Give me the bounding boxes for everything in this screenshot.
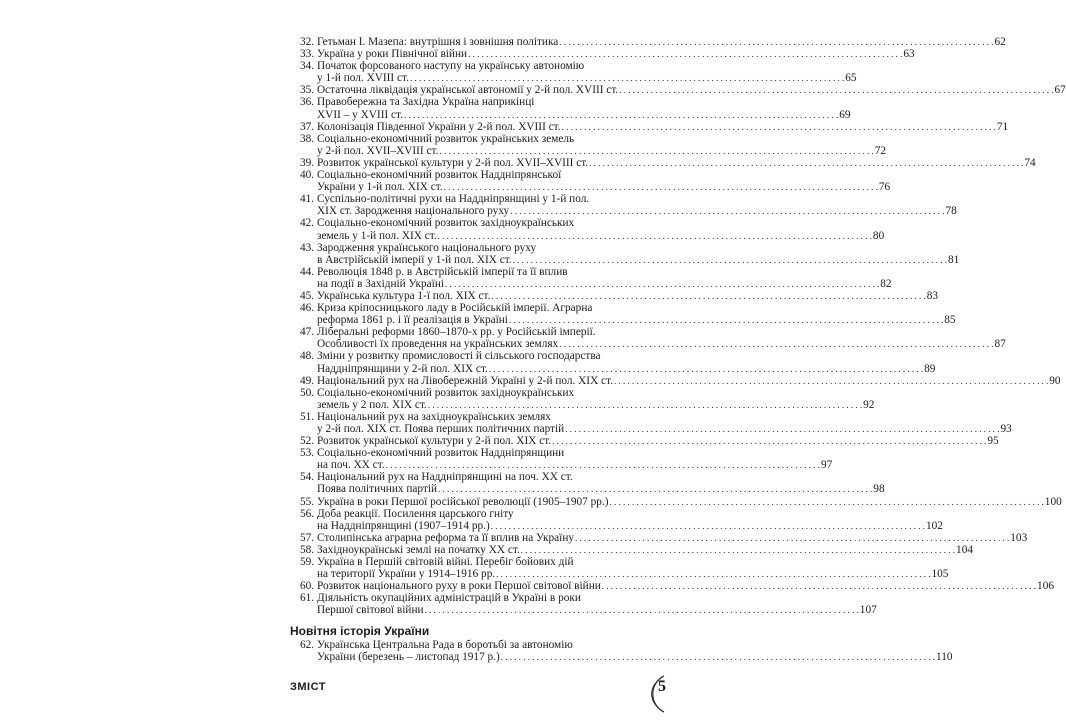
toc-entry-page: 85: [944, 314, 956, 327]
toc-entry-line: [300, 508, 670, 520]
toc-entry-number: 58.: [300, 543, 315, 556]
toc-entry-line: [300, 181, 891, 194]
toc-entry-title: Західноукраїнські землі на початку XX ст.: [317, 543, 520, 556]
toc-entry: [300, 156, 1036, 169]
toc-entry-title: Українська культура 1-ї пол. XIX ст.: [317, 289, 491, 302]
toc-entry-page: 89: [924, 362, 936, 375]
toc-entry-page: 107: [859, 604, 877, 617]
toc-entry: [300, 193, 957, 218]
toc-entry-line: [300, 120, 1009, 133]
toc-entry-title: XVII – у XVIII ст.: [317, 108, 403, 121]
toc-entry-line: [300, 156, 1036, 169]
toc-entry-title: Наддніпрянщини у 2-й пол. XIX ст.: [317, 362, 488, 375]
toc-entry: [300, 374, 1061, 387]
toc-entry-line: [300, 568, 949, 581]
toc-entry-line: [300, 289, 939, 302]
toc-entry-line: [300, 266, 670, 278]
toc-entry-number: 52.: [300, 435, 315, 448]
toc-entry-line: [300, 48, 915, 61]
toc-entry-number: 34.: [300, 60, 315, 73]
toc-entry-page: 87: [994, 338, 1006, 351]
toc-entry-page: 92: [863, 398, 875, 411]
toc-entry: [300, 36, 1006, 48]
toc-entry-page: 65: [845, 72, 857, 85]
toc-entry: [300, 120, 1009, 133]
toc-entry-line: [300, 471, 670, 483]
toc-entry-line: [300, 447, 670, 459]
toc-entry-line: [300, 398, 875, 411]
toc-entry-title: Особливості їх проведення на українських землях: [317, 338, 559, 351]
toc-entry: [300, 495, 1062, 508]
toc-list-section: [300, 638, 953, 663]
toc-entry: [300, 447, 833, 472]
toc-entry-title: України (березень – листопад 1917 р.): [317, 650, 500, 663]
toc-entry-page: 105: [931, 568, 949, 581]
toc-entry-title: на поч. XX ст.: [317, 459, 385, 472]
toc-entry-page: 71: [996, 120, 1009, 133]
toc-leader-dots: [491, 520, 925, 532]
toc-entry-number: 36.: [300, 96, 315, 109]
toc-entry: [300, 265, 892, 290]
toc-entry-page: 100: [1044, 495, 1062, 508]
toc-entry-title: України у 1-й пол. XIX ст.: [317, 181, 443, 194]
toc-entry-page: 72: [874, 144, 886, 157]
toc-entry-line: [300, 84, 1066, 97]
toc-entry-line: [300, 253, 960, 266]
toc-entry-title: в Австрійській імперії у 1-й пол. XIX ст.: [317, 253, 512, 266]
toc-leader-dots: [491, 290, 925, 302]
toc-entry-page: 95: [987, 435, 999, 448]
toc-entry-page: 80: [872, 229, 885, 242]
toc-entry-title: Україна у роки Північної війни: [317, 48, 468, 61]
toc-leader-dots: [602, 580, 1036, 592]
toc-leader-dots: [552, 435, 986, 447]
toc-leader-dots: [439, 145, 873, 157]
toc-entry-title: Остаточна ліквідація української автономії у 2-й пол. XVIII ст.: [317, 84, 619, 97]
toc-entry-line: [300, 133, 670, 145]
toc-leader-dots: [559, 338, 993, 350]
toc-entry-number: 45.: [300, 289, 315, 302]
toc-leader-dots: [562, 121, 996, 133]
toc-leader-dots: [444, 181, 878, 193]
toc-entry-line: [300, 519, 943, 532]
toc-entry-title: XIX ст. Зародження національного руху: [317, 205, 510, 218]
toc-entry-page: 76: [878, 181, 891, 194]
toc-entry-number: 47.: [300, 326, 315, 339]
toc-entry-title: Соціально-економічний розвиток західноукраїнських: [317, 386, 575, 399]
toc-leader-dots: [614, 375, 1048, 387]
toc-entry-title: Поява політичних партій: [317, 483, 438, 496]
toc-list: [300, 36, 1066, 617]
toc-entry-number: 50.: [300, 386, 315, 399]
toc-leader-dots: [619, 84, 1053, 96]
toc-leader-dots: [509, 314, 943, 326]
toc-leader-dots: [404, 109, 838, 121]
toc-entry-title: земель у 1-й пол. XIX ст.: [317, 229, 437, 242]
toc-leader-dots: [589, 157, 1023, 169]
toc-entry-number: 44.: [300, 265, 315, 278]
toc-leader-dots: [468, 48, 902, 60]
toc-entry-line: [300, 314, 956, 327]
toc-entry: [300, 132, 886, 157]
toc-entry-page: 81: [947, 253, 960, 266]
table-of-contents-page: [290, 36, 1066, 663]
toc-entry-number: 32.: [300, 36, 315, 48]
footer-label: ЗМІСТ: [290, 681, 326, 693]
toc-entry-title: Столипінська аграрна реформа та її вплив на Україну: [317, 531, 575, 544]
toc-entry: [300, 96, 851, 121]
toc-entry-title: Соціально-економічний розвиток західноукраїнських: [317, 217, 575, 230]
toc-leader-dots: [610, 496, 1044, 508]
toc-entry: [300, 507, 943, 532]
toc-entry-number: 46.: [300, 302, 315, 315]
toc-entry-line: [300, 580, 1054, 593]
toc-leader-dots: [513, 254, 947, 266]
toc-entry-line: [300, 36, 1006, 48]
toc-entry-title: Україна в Першій світовій війні. Перебіг бойових дій: [317, 556, 574, 569]
toc-leader-dots: [501, 651, 935, 663]
toc-leader-dots: [425, 604, 859, 616]
toc-entry-title: Українська Центральна Рада в боротьбі за автономію: [317, 638, 573, 651]
toc-entry-number: 43.: [300, 241, 315, 254]
toc-entry: [300, 350, 936, 375]
toc-entry-page: 102: [925, 519, 943, 532]
toc-entry: [300, 386, 875, 411]
toc-entry-line: [300, 543, 973, 556]
toc-entry-number: 51.: [300, 410, 315, 423]
toc-entry-number: 33.: [300, 48, 315, 61]
toc-entry-line: [300, 338, 1006, 351]
toc-entry-line: [300, 362, 936, 375]
toc-entry-page: 104: [956, 543, 973, 556]
toc-entry-title: Україна в роки Першої російської революції (1905–1907 рр.): [317, 495, 609, 508]
toc-entry-page: 67: [1054, 84, 1066, 97]
toc-entry-line: [300, 60, 670, 72]
toc-entry-line: [300, 459, 833, 472]
toc-entry: [300, 471, 885, 496]
toc-entry-line: [300, 350, 670, 362]
toc-entry-page: 69: [839, 108, 851, 121]
toc-entry-line: [300, 650, 953, 663]
toc-entry-number: 37.: [300, 120, 315, 133]
toc-entry: [300, 48, 915, 61]
toc-entry-title: реформа 1861 р. і її реалізація в Україні: [317, 314, 508, 327]
toc-entry-title: на Наддніпрянщині (1907–1914 рр.): [317, 519, 490, 532]
toc-entry-line: [300, 96, 670, 108]
toc-entry-line: [300, 144, 886, 157]
toc-entry-title: Діяльність окупаційних адміністрацій в Україні в роки: [317, 592, 581, 605]
toc-leader-dots: [438, 230, 872, 242]
toc-entry-number: 54.: [300, 471, 315, 484]
toc-entry-title: Ліберальні реформи 1860–1870-х рр. у Російській імперії.: [317, 326, 596, 339]
toc-entry-title: Першої світової війни: [317, 604, 424, 617]
toc-entry: [300, 531, 1028, 544]
toc-entry-line: [300, 387, 670, 399]
toc-entry: [300, 289, 939, 302]
toc-entry-line: [300, 193, 670, 205]
toc-entry-line: [300, 435, 999, 448]
toc-entry: [300, 543, 973, 556]
toc-entry-number: 40.: [300, 169, 315, 182]
section-title: Новітня історія України: [290, 623, 430, 638]
toc-entry-title: у 2-й пол. XIX ст. Поява перших політичних партій: [317, 423, 565, 435]
toc-entry: [300, 217, 885, 242]
toc-entry: [300, 435, 999, 448]
page-arc-icon: [650, 672, 694, 716]
toc-entry-line: [300, 302, 670, 314]
toc-entry-line: [300, 495, 1062, 508]
toc-leader-dots: [428, 399, 862, 411]
toc-entry-line: [300, 169, 670, 181]
toc-entry-title: Суспільно-політичні рухи на Наддніпрянщині у 1-й пол.: [317, 193, 590, 206]
toc-entry-title: у 1-й пол. XVIII ст.: [317, 72, 409, 85]
page-number: 5: [658, 678, 666, 695]
toc-entry-number: 61.: [300, 592, 315, 605]
toc-entry-title: Соціально-економічний розвиток Наддніпрянщини: [317, 447, 565, 460]
page-number-badge: [650, 672, 694, 716]
toc-entry-title: Зародження українського національного руху: [317, 241, 537, 254]
toc-entry-title: Соціально-економічний розвиток українських земель: [317, 132, 575, 145]
toc-entry: [300, 84, 1066, 97]
toc-entry-title: Гетьман І. Мазепа: внутрішня і зовнішня політика: [317, 36, 559, 48]
toc-leader-dots: [565, 423, 999, 435]
toc-entry: [300, 638, 953, 663]
toc-entry-title: Національний рух на західноукраїнських землях: [317, 410, 551, 423]
toc-entry-line: [300, 277, 892, 290]
toc-entry-page: 78: [945, 205, 957, 218]
toc-entry-number: 48.: [300, 350, 315, 363]
toc-entry-title: Зміни у розвитку промисловості й сільського господарства: [317, 350, 601, 363]
toc-entry-page: 90: [1049, 374, 1061, 387]
toc-entry-line: [300, 242, 670, 254]
toc-leader-dots: [386, 459, 820, 471]
toc-entry-number: 57.: [300, 531, 315, 544]
toc-entry-number: 41.: [300, 193, 315, 206]
toc-entry-line: [300, 217, 670, 229]
toc-entry-title: Національний рух на Наддніпрянщині на поч. XX ст.: [317, 471, 573, 484]
toc-entry-page: 62: [994, 36, 1006, 48]
toc-entry-number: 53.: [300, 447, 315, 460]
toc-entry: [300, 241, 960, 266]
toc-entry-number: 42.: [300, 217, 315, 230]
toc-entry-line: [300, 411, 670, 423]
toc-entry-title: Революція 1848 р. в Австрійській імперії та її вплив: [317, 265, 568, 278]
toc-entry-title: Розвиток української культури у 2-й пол. XVII–XVIII ст.: [317, 156, 589, 169]
toc-entry-line: [300, 531, 1028, 544]
toc-entry-title: Початок форсованого наступу на українську автономію: [317, 60, 585, 73]
toc-entry-number: 35.: [300, 84, 315, 97]
toc-entry-line: [300, 592, 670, 604]
toc-entry: [300, 592, 877, 617]
toc-entry-line: [300, 556, 670, 568]
toc-entry-page: 93: [1000, 423, 1012, 435]
toc-entry-line: [300, 229, 885, 242]
toc-entry-number: 62.: [300, 638, 315, 651]
toc-leader-dots: [521, 544, 955, 556]
toc-entry: [300, 580, 1054, 593]
toc-entry: [300, 302, 956, 327]
toc-entry-title: Соціально-економічний розвиток Наддніпрянської: [317, 169, 562, 182]
toc-entry-title: на події в Західній Україні: [317, 277, 445, 290]
toc-entry-page: 83: [926, 289, 939, 302]
toc-entry-line: [300, 108, 851, 121]
toc-entry-title: Національний рух на Лівобережній Україні у 2-й пол. XIX ст.: [317, 374, 613, 387]
toc-entry-title: у 2-й пол. XVII–XVIII ст.: [317, 144, 439, 157]
toc-entry-title: Доба реакції. Посилення царського гніту: [317, 507, 514, 520]
toc-leader-dots: [489, 363, 923, 375]
toc-entry-line: [300, 423, 1012, 435]
toc-entry-page: 97: [820, 459, 833, 472]
toc-entry-title: Правобережна та Західна Україна наприкінці: [317, 96, 535, 109]
toc-leader-dots: [438, 483, 872, 495]
toc-entry-number: 60.: [300, 580, 315, 593]
toc-entry-line: [300, 326, 670, 338]
toc-entry-number: 55.: [300, 495, 315, 508]
toc-entry-line: [300, 205, 957, 218]
toc-entry: [300, 169, 891, 194]
toc-entry-page: 82: [880, 277, 892, 290]
toc-entry-title: Криза кріпосницького ладу в Російській імперії. Аграрна: [317, 302, 593, 315]
toc-entry-page: 110: [936, 650, 953, 663]
toc-entry-title: на території України у 1914–1916 рр.: [317, 568, 496, 581]
toc-leader-dots: [496, 568, 930, 580]
toc-entry: [300, 60, 857, 85]
toc-leader-dots: [410, 72, 844, 84]
toc-leader-dots: [575, 532, 1009, 544]
toc-entry-page: 63: [903, 48, 915, 61]
toc-entry-number: 56.: [300, 507, 315, 520]
toc-entry-number: 59.: [300, 556, 315, 569]
toc-entry-page: 106: [1037, 580, 1054, 593]
toc-entry-page: 103: [1010, 531, 1028, 544]
toc-entry-line: [300, 72, 857, 85]
toc-leader-dots: [559, 36, 993, 48]
toc-entry-title: Розвиток української культури у 2-й пол. XIX ст.: [317, 435, 552, 448]
toc-entry-number: 38.: [300, 132, 315, 145]
toc-entry: [300, 326, 1006, 351]
toc-entry-title: земель у 2 пол. XIX ст.: [317, 398, 427, 411]
toc-entry-line: [300, 639, 670, 651]
toc-entry-line: [300, 483, 885, 496]
toc-entry: [300, 556, 949, 581]
toc-leader-dots: [510, 205, 944, 217]
toc-leader-dots: [445, 278, 879, 290]
toc-entry-line: [300, 604, 877, 617]
toc-entry-number: 39.: [300, 156, 315, 169]
toc-entry-number: 49.: [300, 374, 315, 387]
toc-entry-line: [300, 374, 1061, 387]
toc-entry-title: Колонізація Південної України у 2-й пол. XVIII ст.: [317, 120, 561, 133]
toc-entry-page: 98: [873, 483, 885, 496]
toc-entry-page: 74: [1024, 156, 1036, 169]
toc-entry-title: Розвиток національного руху в роки Першої світової війни: [317, 580, 601, 593]
toc-entry: [300, 410, 1012, 435]
